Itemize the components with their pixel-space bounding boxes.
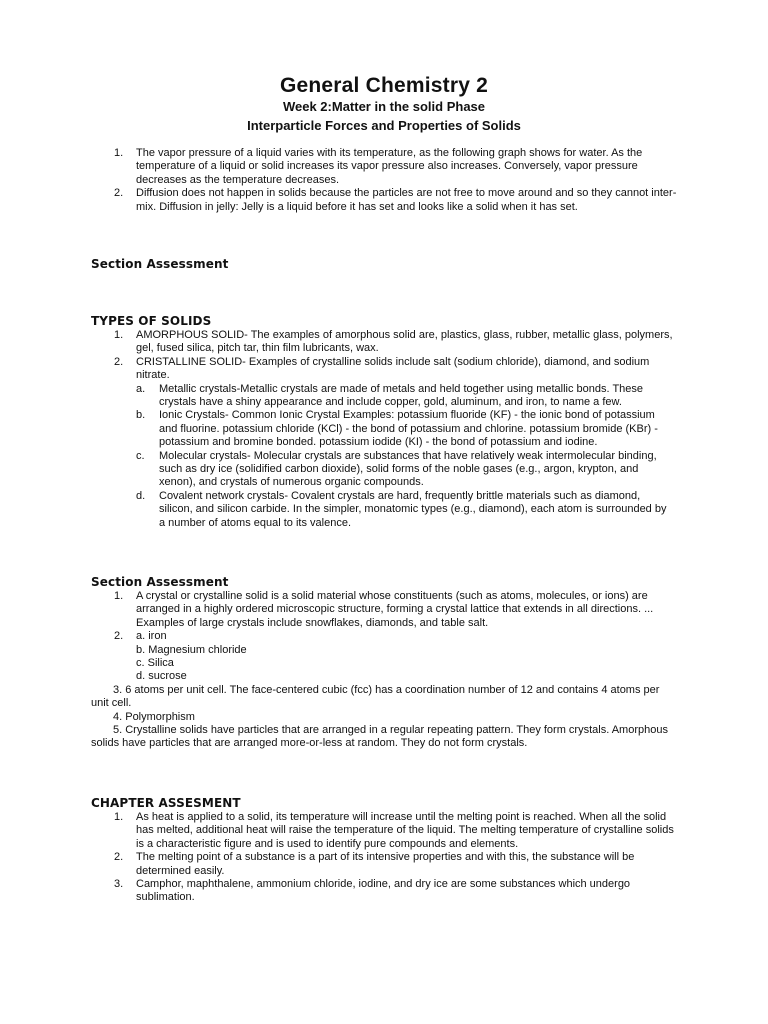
list-item xyxy=(0,329,768,356)
sub-list-item-text: Molecular crystals- Molecular crystals are substances that have relatively weak intermolecular binding, such as dry ice (solidified carbon dioxide), solid forms of the noble gases (e.g., argon, krypton, and xenon), and crystals of numerous organic compounds. xyxy=(159,449,657,489)
list-item xyxy=(0,147,768,187)
list-item xyxy=(0,187,768,214)
chapter-assessment-list xyxy=(0,811,768,905)
list-number: 2. xyxy=(114,630,124,643)
list-item-text: The vapor pressure of a liquid varies with its temperature, as the following graph shows for water. As the temperature of a liquid or solid increases its vapor pressure also increases. Conversely, vapor pressure decreases as the temperature decreases. xyxy=(136,147,643,186)
list-number: 2. xyxy=(114,851,124,864)
list-number: 1. xyxy=(114,329,124,341)
answer-a: a. iron xyxy=(136,630,167,643)
list-item-text: CRISTALLINE SOLID- Examples of crystalline solids include salt (sodium chloride), diamond, and sodium nitrate. xyxy=(136,355,650,382)
list-number: 2. xyxy=(114,355,124,368)
list-number: 3. xyxy=(114,878,124,891)
sub-list-item xyxy=(0,490,768,530)
list-number: 2. xyxy=(114,187,124,200)
sub-list-item xyxy=(0,450,768,490)
sub-list-item xyxy=(0,383,768,410)
list-item xyxy=(0,356,768,383)
answer-line: b. Magnesium chloride xyxy=(136,643,247,656)
list-item-text: The melting point of a substance is a part of its intensive properties and with this, the substance will be determined easily. xyxy=(136,851,635,877)
page-title: General Chemistry 2 xyxy=(279,74,489,97)
sub-list-item-text: Covalent network crystals- Covalent crystals are hard, frequently brittle materials such as diamond, silicon, and silicon carbide. In the simpler, monatomic types (e.g., diamond), each atom is surrounded by a number of atoms equal to its valence. xyxy=(159,489,667,529)
answer-line: c. Silica xyxy=(136,657,174,670)
week-subtitle: Week 2:Matter in the solid Phase xyxy=(282,99,486,114)
chapter-assessment-heading: CHAPTER ASSESMENT xyxy=(91,796,241,810)
section-assessment-heading: Section Assessment xyxy=(91,257,229,271)
list-item-text: Diffusion does not happen in solids because the particles are not free to move around and so they cannot inter-mix. Diffusion in jelly: Jelly is a liquid before it has set and looks like a solid when it has set. xyxy=(136,187,677,213)
list-number: 1. xyxy=(114,811,124,823)
list-item xyxy=(0,590,768,630)
list-item xyxy=(0,851,768,878)
section-assessment-heading: Section Assessment xyxy=(91,575,229,589)
sub-list-item-text: Metallic crystals-Metallic crystals are made of metals and held together using metallic bonds. These crystals have a shiny appearance and include copper, gold, aluminum, and iron, to name a few. xyxy=(159,382,644,409)
list-item xyxy=(0,811,768,851)
list-item xyxy=(0,878,768,905)
answer-paragraph: 3. 6 atoms per unit cell. The face-centered cubic (fcc) has a coordination number of 12 and contains 4 atoms per unit cell. xyxy=(91,683,660,710)
answer-paragraph: 5. Crystalline solids have particles that are arranged in a regular repeating pattern. They form crystals. Amorphous solids have particles that are arranged more-or-less at random. They do not form crystals. xyxy=(91,724,668,750)
topic-subtitle: Interparticle Forces and Properties of Solids xyxy=(247,118,521,133)
sub-list-letter: c. xyxy=(136,449,145,462)
list-number: 1. xyxy=(114,590,124,602)
list-item-text: A crystal or crystalline solid is a solid material whose constituents (such as atoms, molecules, or ions) are arranged in a highly ordered microscopic structure, forming a crystal lattice that extends in all directions. ... Examples of large crystals include snowflakes, diamonds, and table salt. xyxy=(136,590,654,629)
list-item-text: As heat is applied to a solid, its temperature will increase until the melting point is reached. When all the solid has melted, additional heat will raise the temperature of the liquid. The melting temperature of crystalline solids is a characteristic figure and is used to identify pure compounds and elements. xyxy=(136,811,674,850)
sub-list-letter: b. xyxy=(136,409,146,422)
sub-list-item xyxy=(0,409,768,449)
list-item-text: AMORPHOUS SOLID- The examples of amorphous solid are, plastics, glass, rubber, metallic glass, polymers, gel, fused silica, pitch tar, thin film lubricants, wax. xyxy=(136,329,673,355)
list-number: 1. xyxy=(114,147,124,159)
section-assessment-list xyxy=(0,590,768,751)
types-of-solids-heading: TYPES OF SOLIDS xyxy=(91,314,212,328)
list-item xyxy=(0,630,768,643)
sub-list-item-text: Ionic Crystals- Common Ionic Crystal Examples: potassium fluoride (KF) - the ionic bond of potassium and fluorine. potassium chloride (KCl) - the bond of potassium and chlorine. potassium bromide (KBr) - potassium and bromine bonded. potassium iodide (KI) - the bond of potassium and iodine. xyxy=(159,409,658,449)
types-of-solids-list xyxy=(0,329,768,530)
answer-paragraph: 4. Polymorphism xyxy=(113,710,195,723)
answer-line: d. sucrose xyxy=(136,670,187,683)
intro-list xyxy=(0,147,768,214)
sub-list-letter: d. xyxy=(136,489,146,502)
list-item-text: Camphor, maphthalene, ammonium chloride, iodine, and dry ice are some substances which undergo sublimation. xyxy=(136,878,631,904)
sub-list-letter: a. xyxy=(136,382,146,395)
